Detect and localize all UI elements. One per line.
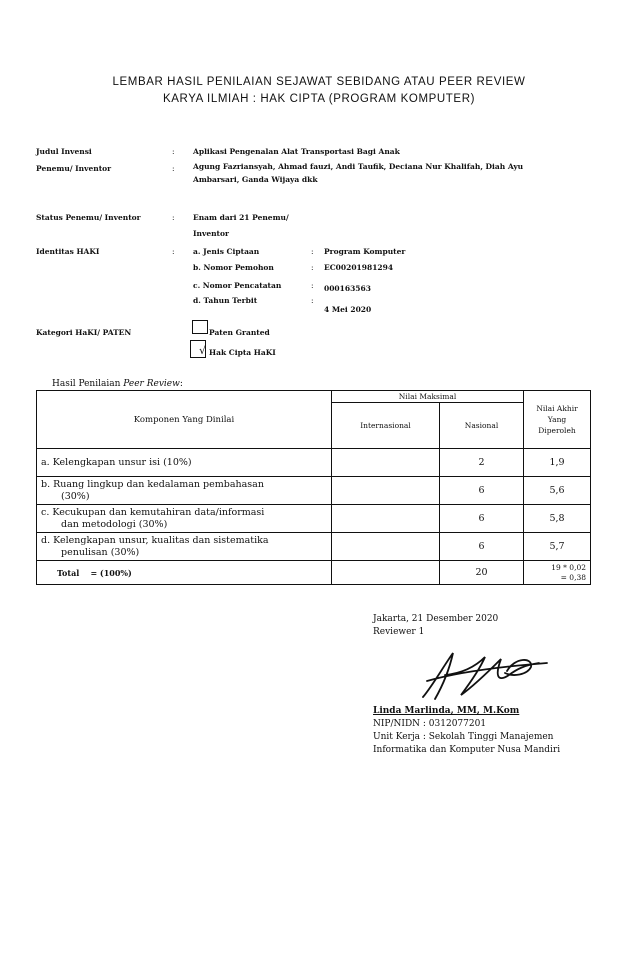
total-nasional: 20 bbox=[440, 561, 524, 585]
identitas-tahun-value: 4 Mei 2020 bbox=[324, 305, 372, 314]
total-internasional bbox=[332, 561, 440, 585]
table-row bbox=[37, 533, 591, 561]
header-akhir-line1: Nilai Akhir bbox=[536, 404, 578, 413]
judul-label: Judul Invensi bbox=[36, 147, 92, 156]
status-colon: : bbox=[172, 213, 175, 222]
sign-place-date: Jakarta, 21 Desember 2020 bbox=[373, 614, 499, 624]
row-d-nasional: 6 bbox=[440, 533, 524, 561]
identitas-pemohon-value: EC00201981294 bbox=[324, 263, 394, 272]
hak-cipta-label: Hak Cipta HaKI bbox=[209, 348, 276, 357]
identitas-jenis-label: a. Jenis Ciptaan bbox=[193, 247, 260, 256]
kategori-label: Kategori HaKI/ PATEN bbox=[36, 328, 132, 337]
review-caption-suffix: : bbox=[179, 379, 183, 389]
header-akhir-line2: Yang bbox=[547, 415, 567, 424]
review-caption bbox=[52, 379, 183, 389]
row-b-akhir: 5,6 bbox=[524, 477, 591, 505]
total-row bbox=[37, 561, 591, 585]
table-row bbox=[37, 449, 591, 477]
identitas-label: Identitas HAKI bbox=[36, 247, 100, 256]
identitas-pencatatan-value: 000163563 bbox=[324, 284, 371, 293]
header-nilai-maksimal: Nilai Maksimal bbox=[332, 391, 524, 403]
penemu-colon: : bbox=[172, 164, 175, 173]
total-akhir bbox=[524, 561, 591, 585]
handwritten-signature bbox=[405, 645, 555, 703]
header-nasional: Nasional bbox=[440, 403, 524, 449]
table-row bbox=[37, 505, 591, 533]
row-c-internasional bbox=[332, 505, 440, 533]
identitas-pencatatan-colon: : bbox=[311, 281, 314, 290]
row-a-komponen bbox=[37, 449, 332, 477]
sign-unit-line2: Informatika dan Komputer Nusa Mandiri bbox=[373, 745, 561, 755]
row-c-line1: c. Kecukupan dan kemutahiran data/informasi bbox=[41, 506, 265, 518]
sign-unit-line1: Unit Kerja : Sekolah Tinggi Manajemen bbox=[373, 732, 554, 742]
total-label-cell bbox=[37, 561, 332, 585]
row-d-internasional bbox=[332, 533, 440, 561]
row-d-line1: d. Kelengkapan unsur, kualitas dan sistematika bbox=[41, 534, 269, 546]
review-caption-italic: Peer Review bbox=[123, 379, 180, 389]
identitas-tahun-colon: : bbox=[311, 296, 314, 305]
row-b-komponen bbox=[37, 477, 332, 505]
row-c-line2: dan metodologi (30%) bbox=[61, 518, 168, 530]
row-c-komponen bbox=[37, 505, 332, 533]
judul-value: Aplikasi Pengenalan Alat Transportasi Bagi Anak bbox=[193, 147, 400, 156]
penemu-value-line1: Agung Fazriansyah, Ahmad fauzi, Andi Taufik, Deciana Nur Khalifah, Diah Ayu bbox=[193, 162, 524, 171]
review-caption-prefix: Hasil Penilaian bbox=[52, 379, 124, 389]
header-akhir-line3: Diperoleh bbox=[538, 426, 576, 435]
identitas-jenis-value: Program Komputer bbox=[324, 247, 406, 256]
total-akhir-line1: 19 * 0,02 bbox=[551, 562, 587, 572]
hak-cipta-checkbox[interactable] bbox=[190, 340, 206, 358]
sign-nip: NIP/NIDN : 0312077201 bbox=[373, 719, 487, 729]
table-row bbox=[37, 477, 591, 505]
total-label2: = (100%) bbox=[90, 567, 132, 578]
header-komponen: Komponen Yang Dinilai bbox=[37, 391, 332, 449]
header-internasional: Internasional bbox=[332, 403, 440, 449]
row-a-internasional bbox=[332, 449, 440, 477]
row-a-line1: a. Kelengkapan unsur isi (10%) bbox=[41, 456, 192, 468]
paten-granted-label: Paten Granted bbox=[209, 328, 270, 337]
identitas-pemohon-label: b. Nomor Pemohon bbox=[193, 263, 274, 272]
document-title-line2: KARYA ILMIAH : HAK CIPTA (PROGRAM KOMPUTER) bbox=[162, 93, 476, 105]
total-label: Total bbox=[57, 567, 80, 578]
status-value-line1: Enam dari 21 Penemu/ bbox=[193, 213, 289, 222]
total-akhir-line2: = 0,38 bbox=[560, 572, 587, 582]
review-table bbox=[36, 390, 591, 585]
identitas-pencatatan-label: c. Nomor Pencatatan bbox=[193, 281, 282, 290]
row-c-akhir: 5,8 bbox=[524, 505, 591, 533]
row-a-nasional: 2 bbox=[440, 449, 524, 477]
paten-granted-checkbox[interactable] bbox=[192, 320, 208, 334]
status-label: Status Penemu/ Inventor bbox=[36, 213, 141, 222]
checkmark-icon: √ bbox=[199, 344, 207, 357]
row-c-nasional: 6 bbox=[440, 505, 524, 533]
row-a-akhir: 1,9 bbox=[524, 449, 591, 477]
judul-colon: : bbox=[172, 147, 175, 156]
status-value-line2: Inventor bbox=[193, 229, 229, 238]
identitas-tahun-label: d. Tahun Terbit bbox=[193, 296, 258, 305]
row-b-nasional: 6 bbox=[440, 477, 524, 505]
row-d-komponen bbox=[37, 533, 332, 561]
row-b-line2: (30%) bbox=[61, 490, 90, 502]
sign-role: Reviewer 1 bbox=[373, 627, 425, 637]
row-b-internasional bbox=[332, 477, 440, 505]
identitas-pemohon-colon: : bbox=[311, 263, 314, 272]
identitas-jenis-colon: : bbox=[311, 247, 314, 256]
row-b-line1: b. Ruang lingkup dan kedalaman pembahasan bbox=[41, 478, 264, 490]
sign-name: Linda Marlinda, MM, M.Kom bbox=[373, 706, 520, 716]
row-d-line2: penulisan (30%) bbox=[61, 546, 140, 558]
row-d-akhir: 5,7 bbox=[524, 533, 591, 561]
document-title-line1: LEMBAR HASIL PENILAIAN SEJAWAT SEBIDANG ATAU PEER REVIEW bbox=[112, 76, 526, 88]
header-nilai-akhir bbox=[524, 391, 591, 449]
penemu-value-line2: Ambarsari, Ganda Wijaya dkk bbox=[193, 175, 318, 184]
identitas-colon: : bbox=[172, 247, 175, 256]
penemu-label: Penemu/ Inventor bbox=[36, 164, 112, 173]
